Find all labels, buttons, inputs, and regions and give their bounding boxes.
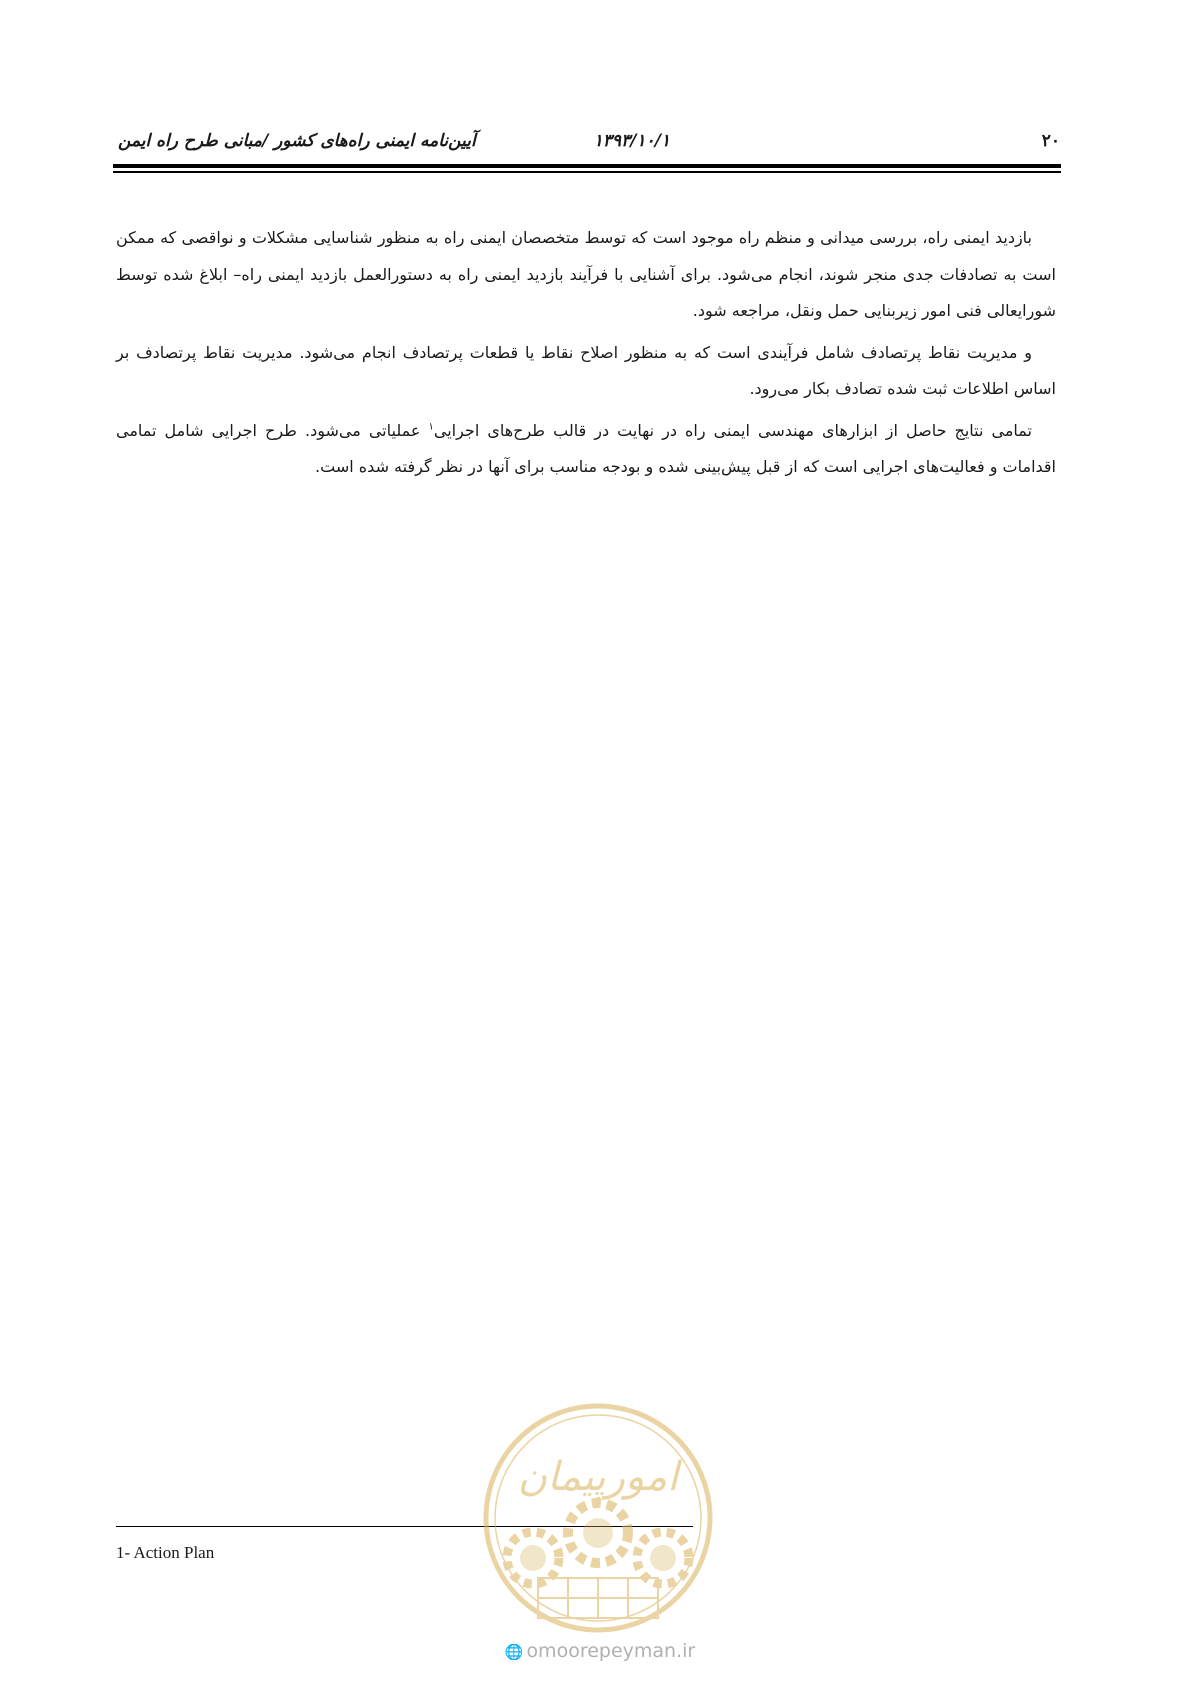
publisher-seal-logo [478,1398,718,1638]
body-text [116,220,1056,491]
paragraph-action-plans-part2: عملیاتی می‌شود. طرح اجرایی شامل تمامی اقدامات و فعالیت‌های اجرایی است که از قبل پیش‌بینی شده و بودجه مناسب برای آنها در نظر گرفته شده است. [116,420,1056,476]
paragraph-action-plans-part1: تمامی نتایج حاصل از ابزارهای مهندسی ایمنی راه در نهایت در قالب طرح‌های اجرایی [433,420,1033,440]
watermark-url[interactable]: omoorepeyman.ir [526,1640,696,1662]
watermark [490,1640,710,1662]
page-number: ۲۰ [1041,131,1060,151]
footnote-marker[interactable]: ۱ [428,421,434,433]
paragraph-road-safety-inspection: بازدید ایمنی راه، بررسی میدانی و منظم راه موجود است که توسط متخصصان ایمنی راه به منظور شناسایی مشکلات و نواقصی که ممکن است به تصادفات جدی منجر شوند، انجام می‌شود. برای آشنایی با فرآیند بازدید ایمنی راه به دستورالعمل بازدید ایمنی راه– ابلاغ شده توسط شورایعالی فنی امور زیربنایی حمل ونقل، مراجعه شود. [116,228,1056,320]
globe-icon: 🌐 [504,1643,524,1661]
header-title: آیین‌نامه ایمنی راه‌های کشور /مبانی طرح راه ایمن [118,131,476,151]
paragraph-hotspot-management: و مدیریت نقاط پرتصادف شامل فرآیندی است که به منظور اصلاح نقاط یا قطعات پرتصادف انجام می‌شود. مدیریت نقاط پرتصادف بر اساس اطلاعات ثبت شده تصادف بکار می‌رود. [116,342,1056,398]
seal-lettering: امورپیمان [517,1454,679,1500]
running-header [118,128,1060,154]
paragraph-action-plans [116,413,1056,486]
footnote: 1- Action Plan [116,1543,215,1562]
header-date: ۱۳۹۳/۱۰/۱ [593,131,670,151]
header-rule-thick [113,164,1061,168]
header-rule-thin [113,171,1061,173]
